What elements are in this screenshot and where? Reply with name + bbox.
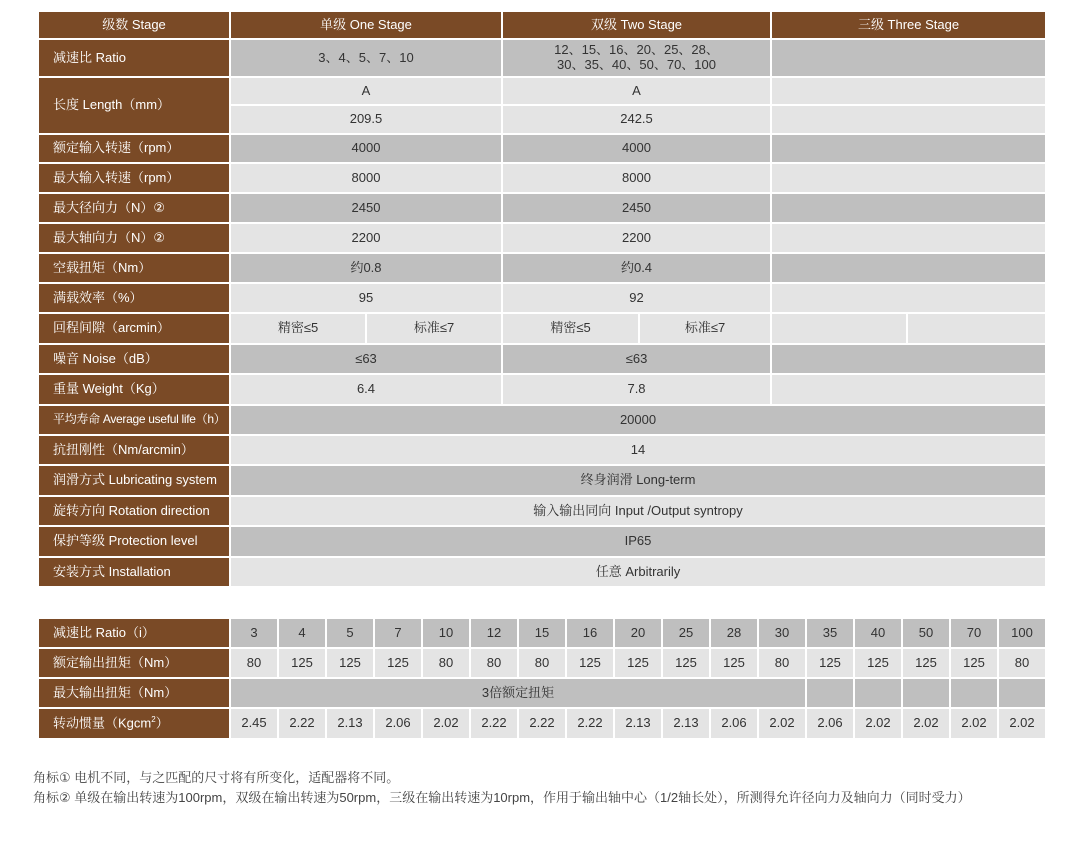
backlash-row [39, 314, 1045, 343]
inertia-cell: 2.02 [999, 709, 1045, 738]
inertia-cell: 2.02 [951, 709, 997, 738]
max-radial-force-label: 最大径向力（N）② [39, 194, 229, 222]
inertia-cell: 2.22 [471, 709, 517, 738]
backlash-one-standard: 标准≤7 [367, 314, 501, 343]
no-load-torque-one: 约0.8 [231, 254, 501, 282]
lubrication-row [39, 466, 1045, 495]
max-radial-force-two: 2450 [503, 194, 770, 222]
ratio-cell: 7 [375, 619, 421, 647]
inertia-label-sup: 2 [151, 715, 156, 725]
inertia-cell: 2.06 [375, 709, 421, 738]
ratio-cell: 35 [807, 619, 853, 647]
ratio-i-label: 减速比 Ratio（i） [39, 619, 229, 647]
efficiency-two: 92 [503, 284, 770, 312]
torsional-rigidity-value: 14 [231, 436, 1045, 464]
noise-row [39, 345, 1045, 373]
length-code-row [39, 78, 1045, 104]
ratio-two-line1: 12、15、16、20、25、28、 [554, 42, 719, 58]
ratio-cell: 4 [279, 619, 325, 647]
noise-label: 噪音 Noise（dB） [39, 345, 229, 373]
no-load-torque-two: 约0.4 [503, 254, 770, 282]
efficiency-label: 满载效率（%） [39, 284, 229, 312]
one-stage-header: 单级 One Stage [231, 12, 501, 38]
noise-one: ≤63 [231, 345, 501, 373]
inertia-cell: 2.45 [231, 709, 277, 738]
torsional-rigidity-label: 抗扭刚性（Nm/arcmin） [39, 436, 229, 464]
max-axial-force-row [39, 224, 1045, 252]
no-load-torque-three [772, 254, 1045, 282]
length-two-value: 242.5 [503, 106, 770, 133]
inertia-cell: 2.22 [519, 709, 565, 738]
rated-torque-cell: 125 [567, 649, 613, 677]
three-stage-header: 三级 Three Stage [772, 12, 1045, 38]
ratio-cell: 20 [615, 619, 661, 647]
max-input-speed-label: 最大输入转速（rpm） [39, 164, 229, 192]
max-input-speed-one: 8000 [231, 164, 501, 192]
no-load-torque-label: 空载扭矩（Nm） [39, 254, 229, 282]
ratio-cell: 5 [327, 619, 373, 647]
backlash-one-precision: 精密≤5 [231, 314, 365, 343]
max-axial-force-three [772, 224, 1045, 252]
length-three-value [772, 106, 1045, 133]
length-one-value: 209.5 [231, 106, 501, 133]
rated-torque-cell: 80 [231, 649, 277, 677]
rated-torque-cell: 125 [855, 649, 901, 677]
inertia-label [39, 709, 229, 738]
torsional-rigidity-row [39, 436, 1045, 464]
rated-torque-cell: 125 [375, 649, 421, 677]
life-label: 平均寿命 Average useful life（h） [39, 406, 229, 434]
max-input-speed-two: 8000 [503, 164, 770, 192]
rated-input-speed-row [39, 135, 1045, 162]
ratio-i-row [39, 619, 1045, 647]
efficiency-three [772, 284, 1045, 312]
inertia-cell: 2.02 [759, 709, 805, 738]
rated-input-speed-two: 4000 [503, 135, 770, 162]
efficiency-one: 95 [231, 284, 501, 312]
weight-two: 7.8 [503, 375, 770, 404]
ratio-table [37, 617, 1047, 740]
rated-torque-cell: 125 [663, 649, 709, 677]
inertia-cell: 2.22 [567, 709, 613, 738]
no-load-torque-row [39, 254, 1045, 282]
protection-row [39, 527, 1045, 556]
ratio-two [503, 40, 770, 76]
ratio-cell: 15 [519, 619, 565, 647]
backlash-label: 回程间隙（arcmin） [39, 314, 229, 343]
stage-header-label: 级数 Stage [39, 12, 229, 38]
protection-value: IP65 [231, 527, 1045, 556]
lubrication-label: 润滑方式 Lubricating system [39, 466, 229, 495]
inertia-label-text: 转动惯量（Kgcm [53, 715, 152, 731]
installation-value: 任意 Arbitrarily [231, 558, 1045, 586]
rated-torque-cell: 125 [903, 649, 949, 677]
max-torque-empty-cell [999, 679, 1045, 707]
inertia-row [39, 709, 1045, 738]
stage-header-row [39, 12, 1045, 38]
inertia-cell: 2.13 [663, 709, 709, 738]
max-radial-force-three [772, 194, 1045, 222]
rated-torque-cell: 125 [279, 649, 325, 677]
max-axial-force-one: 2200 [231, 224, 501, 252]
rated-torque-cell: 125 [615, 649, 661, 677]
backlash-three-standard [908, 314, 1045, 343]
rated-input-speed-label: 额定输入转速（rpm） [39, 135, 229, 162]
ratio-row [39, 40, 1045, 76]
spec-table [37, 10, 1047, 588]
inertia-cell: 2.06 [807, 709, 853, 738]
rated-torque-cell: 80 [759, 649, 805, 677]
life-row [39, 406, 1045, 434]
length-one-code: A [231, 78, 501, 104]
rated-torque-row [39, 649, 1045, 677]
max-torque-empty-cell [951, 679, 997, 707]
rated-input-speed-three [772, 135, 1045, 162]
inertia-cell: 2.02 [903, 709, 949, 738]
inertia-cell: 2.13 [615, 709, 661, 738]
max-input-speed-three [772, 164, 1045, 192]
inertia-label-close: ） [155, 715, 169, 731]
ratio-label: 减速比 Ratio [39, 40, 229, 76]
inertia-cell: 2.02 [855, 709, 901, 738]
rated-torque-cell: 80 [519, 649, 565, 677]
lubrication-value: 终身润滑 Long-term [231, 466, 1045, 495]
ratio-cell: 40 [855, 619, 901, 647]
rated-torque-cell: 80 [423, 649, 469, 677]
weight-one: 6.4 [231, 375, 501, 404]
two-stage-header: 双级 Two Stage [503, 12, 770, 38]
ratio-cell: 3 [231, 619, 277, 647]
ratio-one: 3、4、5、7、10 [231, 40, 501, 76]
ratio-cell: 70 [951, 619, 997, 647]
rotation-value: 输入输出同向 Input /Output syntropy [231, 497, 1045, 525]
footnote-2: 角标② 单级在输出转速为100rpm，双级在输出转速为50rpm，三级在输出转速为10rpm，作用于输出轴中心（1/2轴长处），所测得允许径向力及轴向力（同时受力） [33, 790, 971, 805]
ratio-cell: 16 [567, 619, 613, 647]
max-radial-force-one: 2450 [231, 194, 501, 222]
installation-row [39, 558, 1045, 586]
max-radial-force-row [39, 194, 1045, 222]
installation-label: 安装方式 Installation [39, 558, 229, 586]
ratio-cell: 100 [999, 619, 1045, 647]
max-input-speed-row [39, 164, 1045, 192]
inertia-cell: 2.22 [279, 709, 325, 738]
inertia-cell: 2.02 [423, 709, 469, 738]
rated-torque-cell: 125 [951, 649, 997, 677]
backlash-two-standard: 标准≤7 [640, 314, 770, 343]
rated-torque-cell: 80 [999, 649, 1045, 677]
weight-row [39, 375, 1045, 404]
backlash-three-precision [772, 314, 906, 343]
ratio-cell: 50 [903, 619, 949, 647]
max-axial-force-label: 最大轴向力（N）② [39, 224, 229, 252]
protection-label: 保护等级 Protection level [39, 527, 229, 556]
max-axial-force-two: 2200 [503, 224, 770, 252]
rated-torque-cell: 80 [471, 649, 517, 677]
weight-three [772, 375, 1045, 404]
ratio-cell: 12 [471, 619, 517, 647]
ratio-two-line2: 30、35、40、50、70、100 [557, 57, 716, 72]
inertia-cell: 2.06 [711, 709, 757, 738]
rated-torque-label: 额定输出扭矩（Nm） [39, 649, 229, 677]
length-three-code [772, 78, 1045, 104]
rated-torque-cell: 125 [327, 649, 373, 677]
rated-input-speed-one: 4000 [231, 135, 501, 162]
weight-label: 重量 Weight（Kg） [39, 375, 229, 404]
length-label: 长度 Length（mm） [39, 78, 229, 133]
efficiency-row [39, 284, 1045, 312]
noise-three [772, 345, 1045, 373]
noise-two: ≤63 [503, 345, 770, 373]
max-torque-row [39, 679, 1045, 707]
ratio-cell: 28 [711, 619, 757, 647]
max-torque-empty-cell [903, 679, 949, 707]
rated-torque-cell: 125 [807, 649, 853, 677]
max-torque-label: 最大输出扭矩（Nm） [39, 679, 229, 707]
footnote-1: 角标① 电机不同，与之匹配的尺寸将有所变化，适配器将不同。 [33, 770, 400, 785]
ratio-cell: 30 [759, 619, 805, 647]
ratio-cell: 10 [423, 619, 469, 647]
length-two-code: A [503, 78, 770, 104]
max-torque-empty-cell [855, 679, 901, 707]
inertia-cell: 2.13 [327, 709, 373, 738]
life-value: 20000 [231, 406, 1045, 434]
rotation-row [39, 497, 1045, 525]
max-torque-empty-cell [807, 679, 853, 707]
ratio-cell: 25 [663, 619, 709, 647]
backlash-two-precision: 精密≤5 [503, 314, 638, 343]
rated-torque-cell: 125 [711, 649, 757, 677]
footnotes [33, 768, 971, 808]
max-torque-value: 3倍额定扭矩 [231, 679, 805, 707]
rotation-label: 旋转方向 Rotation direction [39, 497, 229, 525]
ratio-three [772, 40, 1045, 76]
